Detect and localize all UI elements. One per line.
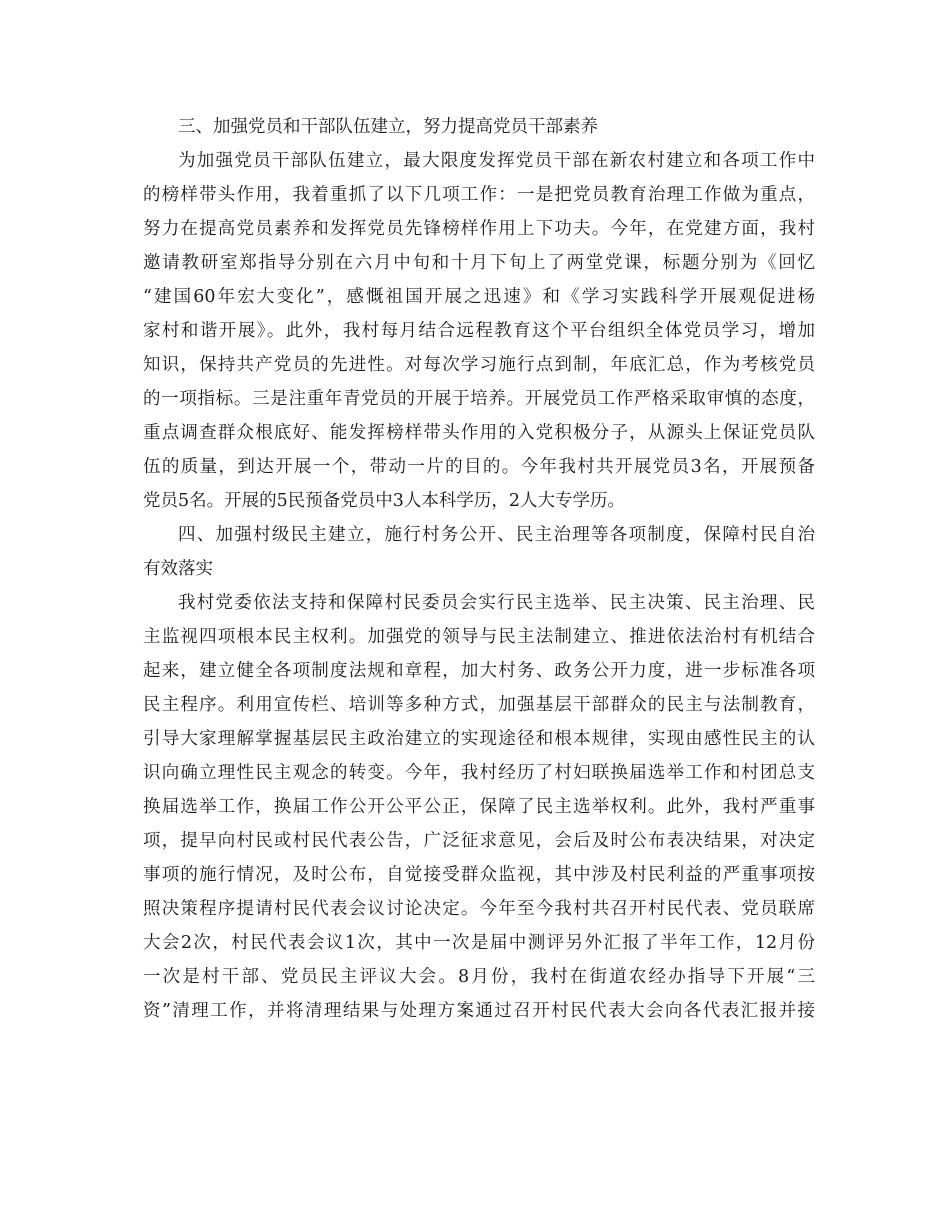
- paragraph-line: 引导大家理解掌握基层民主政治建立的实现途径和根本规律，实现由感性民主的认: [143, 729, 815, 749]
- paragraph-line: 知识，保持共产党员的先进性。对每次学习施行点到制，年底汇总，作为考核党员: [143, 355, 815, 375]
- document-body: [143, 110, 815, 1028]
- paragraph-line: 资”清理工作，并将清理结果与处理方案通过召开村民代表大会向各代表汇报并接: [143, 1001, 815, 1021]
- section-heading-4: 四、加强村级民主建立，施行村务公开、民主治理等各项制度，保障村民自治: [178, 525, 815, 545]
- paragraph-line: 照决策程序提请村民代表会议讨论决定。今年至今我村共召开村民代表、党员联席: [143, 899, 815, 919]
- paragraph-line: 重点调查群众根底好、能发挥榜样带头作用的入党积极分子，从源头上保证党员队: [143, 423, 815, 443]
- paragraph-line: 伍的质量，到达开展一个，带动一片的目的。今年我村共开展党员3名，开展预备: [143, 457, 815, 477]
- paragraph-line: 邀请教研室郑指导分别在六月中旬和十月下旬上了两堂党课，标题分别为《回忆: [143, 253, 815, 273]
- paragraph-line: 大会2次，村民代表会议1次，其中一次是届中测评另外汇报了半年工作，12月份: [143, 933, 815, 953]
- section-heading-3: 三、加强党员和干部队伍建立，努力提高党员干部素养: [178, 117, 598, 137]
- paragraph-line: “建国60年宏大变化”，感慨祖国开展之迅速》和《学习实践科学开展观促进杨: [143, 287, 815, 307]
- paragraph-line: 努力在提高党员素养和发挥党员先锋榜样作用上下功夫。今年，在党建方面，我村: [143, 219, 815, 239]
- paragraph-line: 的一项指标。三是注重年青党员的开展于培养。开展党员工作严格采取审慎的态度，: [143, 389, 815, 409]
- paragraph-line: 党员5名。开展的5民预备党员中3人本科学历，2人大专学历。: [143, 491, 626, 511]
- paragraph-line: 起来，建立健全各项制度法规和章程，加大村务、政务公开力度，进一步标准各项: [143, 661, 815, 681]
- section-heading-4-cont: 有效落实: [143, 559, 213, 579]
- paragraph-line: 换届选举工作，换届工作公开公平公正，保障了民主选举权利。此外，我村严重事: [143, 797, 815, 817]
- paragraph-line: 民主程序。利用宣传栏、培训等多种方式，加强基层干部群众的民主与法制教育，: [143, 695, 815, 715]
- paragraph-line: 事项的施行情况，及时公布，自觉接受群众监视，其中涉及村民利益的严重事项按: [143, 865, 815, 885]
- paragraph-line: 一次是村干部、党员民主评议大会。8月份，我村在街道农经办指导下开展“三: [143, 967, 815, 987]
- paragraph-line: 主监视四项根本民主权利。加强党的领导与民主法制建立、推进依法治村有机结合: [143, 627, 815, 647]
- paragraph-line: 项，提早向村民或村民代表公告，广泛征求意见，会后及时公布表决结果，对决定: [143, 831, 815, 851]
- paragraph-line: 我村党委依法支持和保障村民委员会实行民主选举、民主决策、民主治理、民: [178, 593, 815, 613]
- paragraph-line: 的榜样带头作用，我着重抓了以下几项工作：一是把党员教育治理工作做为重点，: [143, 185, 815, 205]
- paragraph-line: 为加强党员干部队伍建立，最大限度发挥党员干部在新农村建立和各项工作中: [178, 151, 815, 171]
- paragraph-line: 识向确立理性民主观念的转变。今年，我村经历了村妇联换届选举工作和村团总支: [143, 763, 815, 783]
- paragraph-line: 家村和谐开展》。此外，我村每月结合远程教育这个平台组织全体党员学习，增加: [143, 321, 815, 341]
